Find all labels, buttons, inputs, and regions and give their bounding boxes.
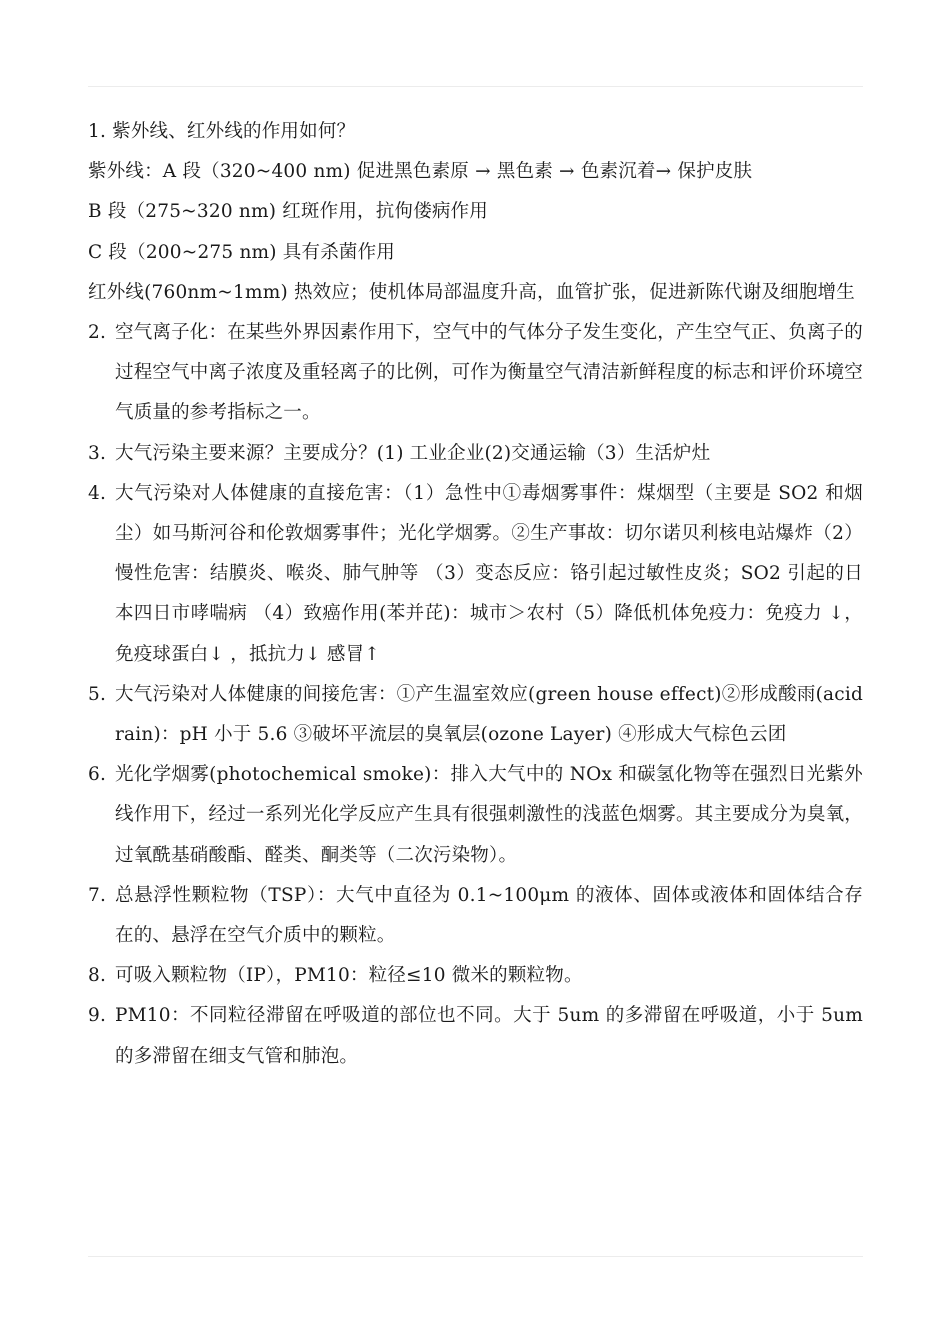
item-text: 可吸入颗粒物（IP），PM10：粒径≤10 微米的颗粒物。: [115, 965, 583, 987]
list-item: [88, 434, 863, 474]
list-item: [88, 956, 863, 996]
item-number: 5.: [88, 683, 107, 705]
list-item: [88, 996, 863, 1076]
list-item: [88, 675, 863, 755]
item-text: PM10：不同粒径滞留在呼吸道的部位也不同。大于 5um 的多滞留在呼吸道，小于 5um 的多滞留在细支气管和肺泡。: [115, 1005, 863, 1067]
uv-c-band: C 段（200~275 nm) 具有杀菌作用: [88, 241, 395, 263]
uv-a-band: 紫外线：A 段（320~400 nm) 促进黑色素原 → 黑色素 → 色素沉着→ 保护皮肤: [88, 161, 753, 183]
item-text: 大气污染对人体健康的间接危害：①产生温室效应(green house effect)②形成酸雨(acid rain)：pH 小于 5.6 ③破坏平流层的臭氧层(ozone Layer) ④形成大气棕色云团: [115, 683, 863, 746]
item-number: 8.: [88, 965, 107, 987]
list-item: [88, 755, 863, 876]
item-number: 3.: [88, 442, 107, 464]
document-body: [88, 112, 863, 1077]
list-item: [88, 313, 863, 434]
item-text: 空气离子化：在某些外界因素作用下，空气中的气体分子发生变化，产生空气正、负离子的过程空气中离子浓度及重轻离子的比例，可作为衡量空气清洁新鲜程度的标志和评价环境空气质量的参考指标之一。: [115, 322, 864, 424]
list-item: [88, 474, 863, 675]
item-text: 总悬浮性颗粒物（TSP）：大气中直径为 0.1~100μm 的液体、固体或液体和固体结合存在的、悬浮在空气介质中的颗粒。: [115, 884, 863, 947]
item-number: 9.: [88, 1005, 107, 1027]
item-number: 4.: [88, 482, 107, 504]
uv-b-band: B 段（275~320 nm) 红斑作用，抗佝偻病作用: [88, 201, 488, 223]
bottom-rule: [88, 1256, 863, 1257]
question-heading: 1. 紫外线、红外线的作用如何？: [88, 121, 356, 142]
item-number: 7.: [88, 884, 107, 906]
item-text: 大气污染对人体健康的直接危害：（1）急性中①毒烟雾事件：煤烟型（主要是 SO2 和烟尘）如马斯河谷和伦敦烟雾事件；光化学烟雾。②生产事故：切尔诺贝利核电站爆炸（2）慢性危害：结膜炎、喉炎、肺气肿等 （3）变态反应：铬引起过敏性皮炎；SO2 引起的日本四日市哮喘病 （4）致癌作用(苯并芘)：城市＞农村（5）降低机体免疫力：免疫力 ↓，免疫球蛋白↓ ，抵抗力↓ 感冒↑: [115, 482, 863, 665]
item-number: 6.: [88, 764, 107, 786]
item-text: 大气污染主要来源？主要成分？(1) 工业企业(2)交通运输（3）生活炉灶: [115, 442, 711, 464]
item-text: 光化学烟雾(photochemical smoke)：排入大气中的 NOx 和碳氢化物等在强烈日光紫外线作用下，经过一系列光化学反应产生具有很强刺激性的浅蓝色烟雾。其主要成分为臭氧，过氧酰基硝酸酯、醛类、酮类等（二次污染物）。: [115, 764, 864, 866]
infrared-paragraph: 红外线(760nm~1mm) 热效应；使机体局部温度升高，血管扩张，促进新陈代谢及细胞增生: [88, 281, 855, 303]
item-number: 2.: [88, 322, 107, 344]
top-rule: [88, 86, 863, 87]
list-item: [88, 876, 863, 956]
